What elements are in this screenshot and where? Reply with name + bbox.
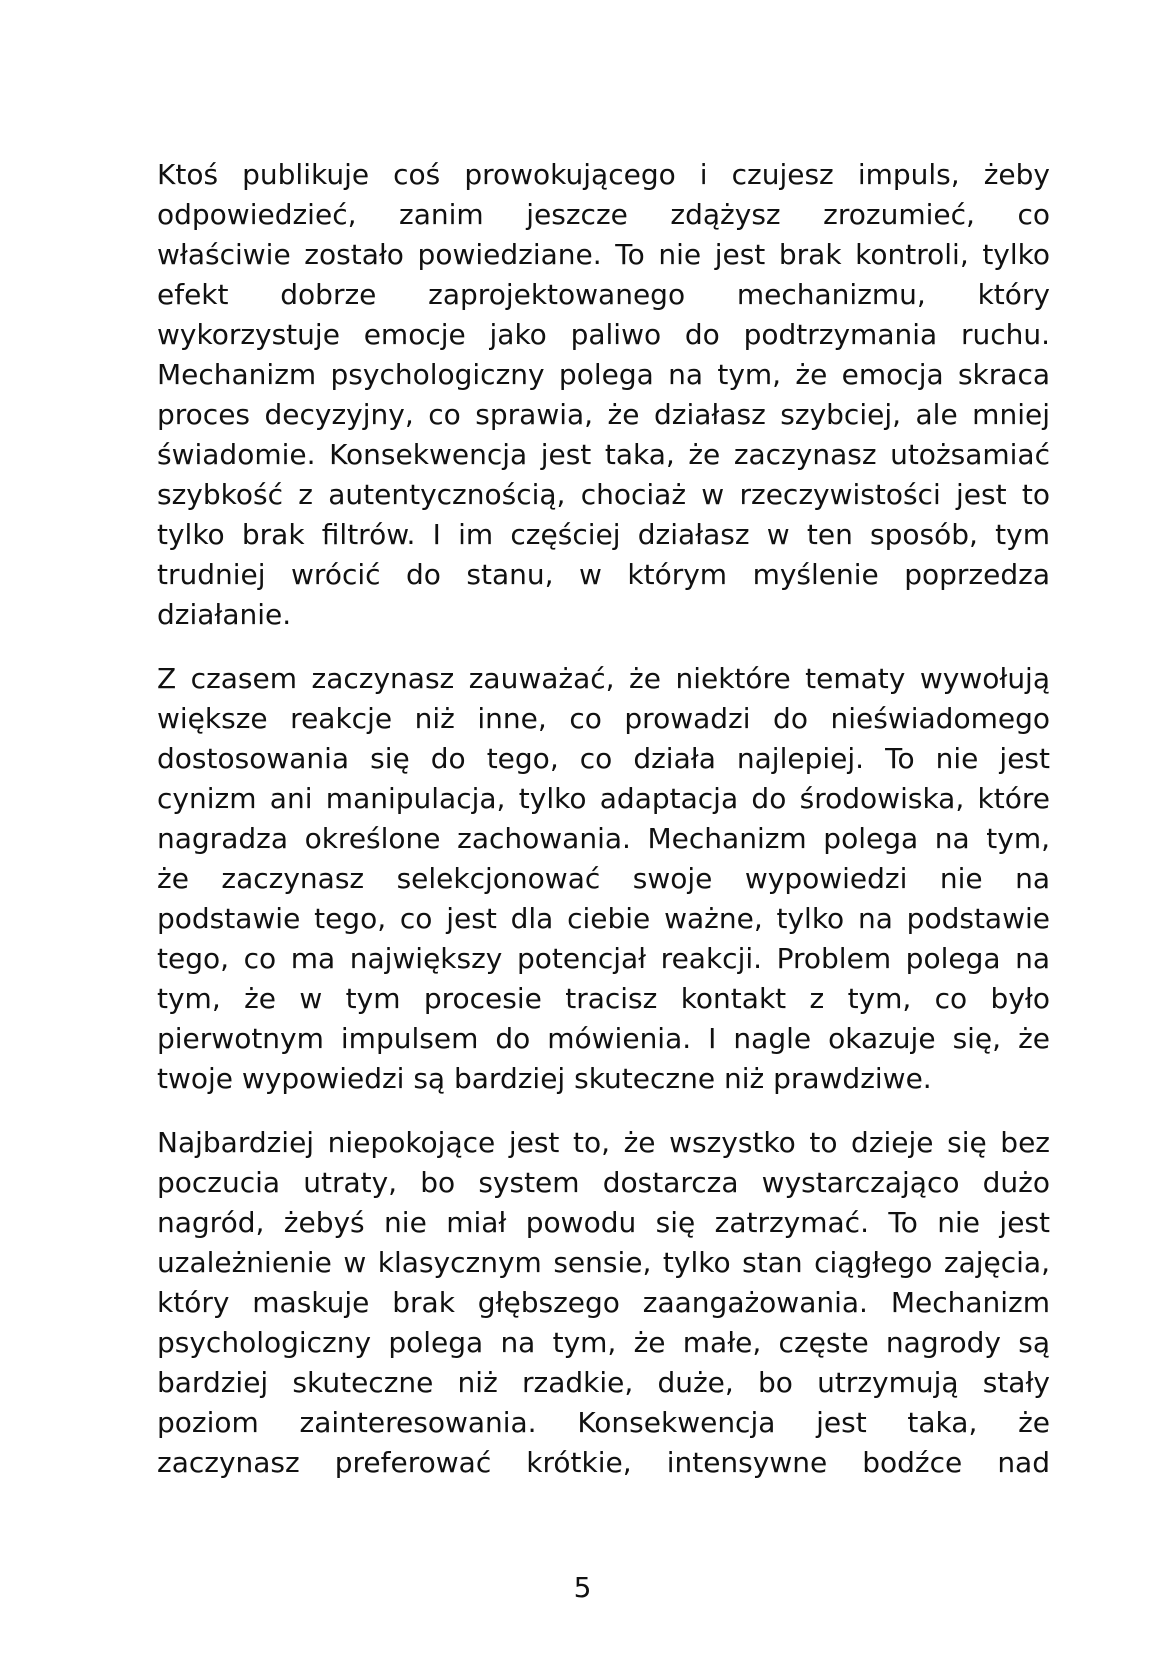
- text-line: Ktoś publikuje coś prowokującego i czujesz impuls, żeby: [157, 158, 1050, 191]
- text-line: efekt dobrze zaprojektowanego mechanizmu, który: [157, 278, 1050, 311]
- text-line: twoje wypowiedzi są bardziej skuteczne niż prawdziwe.: [157, 1062, 932, 1095]
- body-text: [157, 155, 1050, 1507]
- paragraph: [157, 659, 1050, 1099]
- text-line: Z czasem zaczynasz zauważać, że niektóre tematy wywołują: [157, 662, 1050, 695]
- text-line: Mechanizm psychologiczny polega na tym, że emocja skraca: [157, 358, 1050, 391]
- text-line: zaczynasz preferować krótkie, intensywne bodźce nad: [157, 1446, 1050, 1479]
- text-line: nagradza określone zachowania. Mechanizm polega na tym,: [157, 822, 1050, 855]
- text-line: pierwotnym impulsem do mówienia. I nagle okazuje się, że: [157, 1022, 1050, 1055]
- text-line: trudniej wrócić do stanu, w którym myślenie poprzedza: [157, 558, 1050, 591]
- text-line: że zaczynasz selekcjonować swoje wypowiedzi nie na: [157, 862, 1050, 895]
- text-line: nagród, żebyś nie miał powodu się zatrzymać. To nie jest: [157, 1206, 1050, 1239]
- text-line: psychologiczny polega na tym, że małe, częste nagrody są: [157, 1326, 1050, 1359]
- text-line: podstawie tego, co jest dla ciebie ważne, tylko na podstawie: [157, 902, 1050, 935]
- text-line: wykorzystuje emocje jako paliwo do podtrzymania ruchu.: [157, 318, 1050, 351]
- text-line: dostosowania się do tego, co działa najlepiej. To nie jest: [157, 742, 1050, 775]
- text-line: tym, że w tym procesie tracisz kontakt z tym, co było: [157, 982, 1050, 1015]
- text-line: działanie.: [157, 598, 292, 631]
- page-number: 5: [573, 1571, 592, 1604]
- text-line: poziom zainteresowania. Konsekwencja jest taka, że: [157, 1406, 1050, 1439]
- text-line: właściwie zostało powiedziane. To nie jest brak kontroli, tylko: [157, 238, 1050, 271]
- text-line: szybkość z autentycznością, chociaż w rzeczywistości jest to: [157, 478, 1050, 511]
- text-line: odpowiedzieć, zanim jeszcze zdążysz zrozumieć, co: [157, 198, 1050, 231]
- text-line: tylko brak filtrów. I im częściej działasz w ten sposób, tym: [157, 518, 1050, 551]
- text-line: bardziej skuteczne niż rzadkie, duże, bo utrzymują stały: [157, 1366, 1050, 1399]
- text-line: większe reakcje niż inne, co prowadzi do nieświadomego: [157, 702, 1050, 735]
- paragraph: [157, 1123, 1050, 1483]
- text-line: uzależnienie w klasycznym sensie, tylko stan ciągłego zajęcia,: [157, 1246, 1050, 1279]
- text-line: poczucia utraty, bo system dostarcza wystarczająco dużo: [157, 1166, 1050, 1199]
- paragraph: [157, 155, 1050, 635]
- text-line: który maskuje brak głębszego zaangażowania. Mechanizm: [157, 1286, 1050, 1319]
- text-line: tego, co ma największy potencjał reakcji. Problem polega na: [157, 942, 1050, 975]
- text-line: proces decyzyjny, co sprawia, że działasz szybciej, ale mniej: [157, 398, 1050, 431]
- text-line: cynizm ani manipulacja, tylko adaptacja do środowiska, które: [157, 782, 1050, 815]
- text-line: świadomie. Konsekwencja jest taka, że zaczynasz utożsamiać: [157, 438, 1050, 471]
- text-line: Najbardziej niepokojące jest to, że wszystko to dzieje się bez: [157, 1126, 1050, 1159]
